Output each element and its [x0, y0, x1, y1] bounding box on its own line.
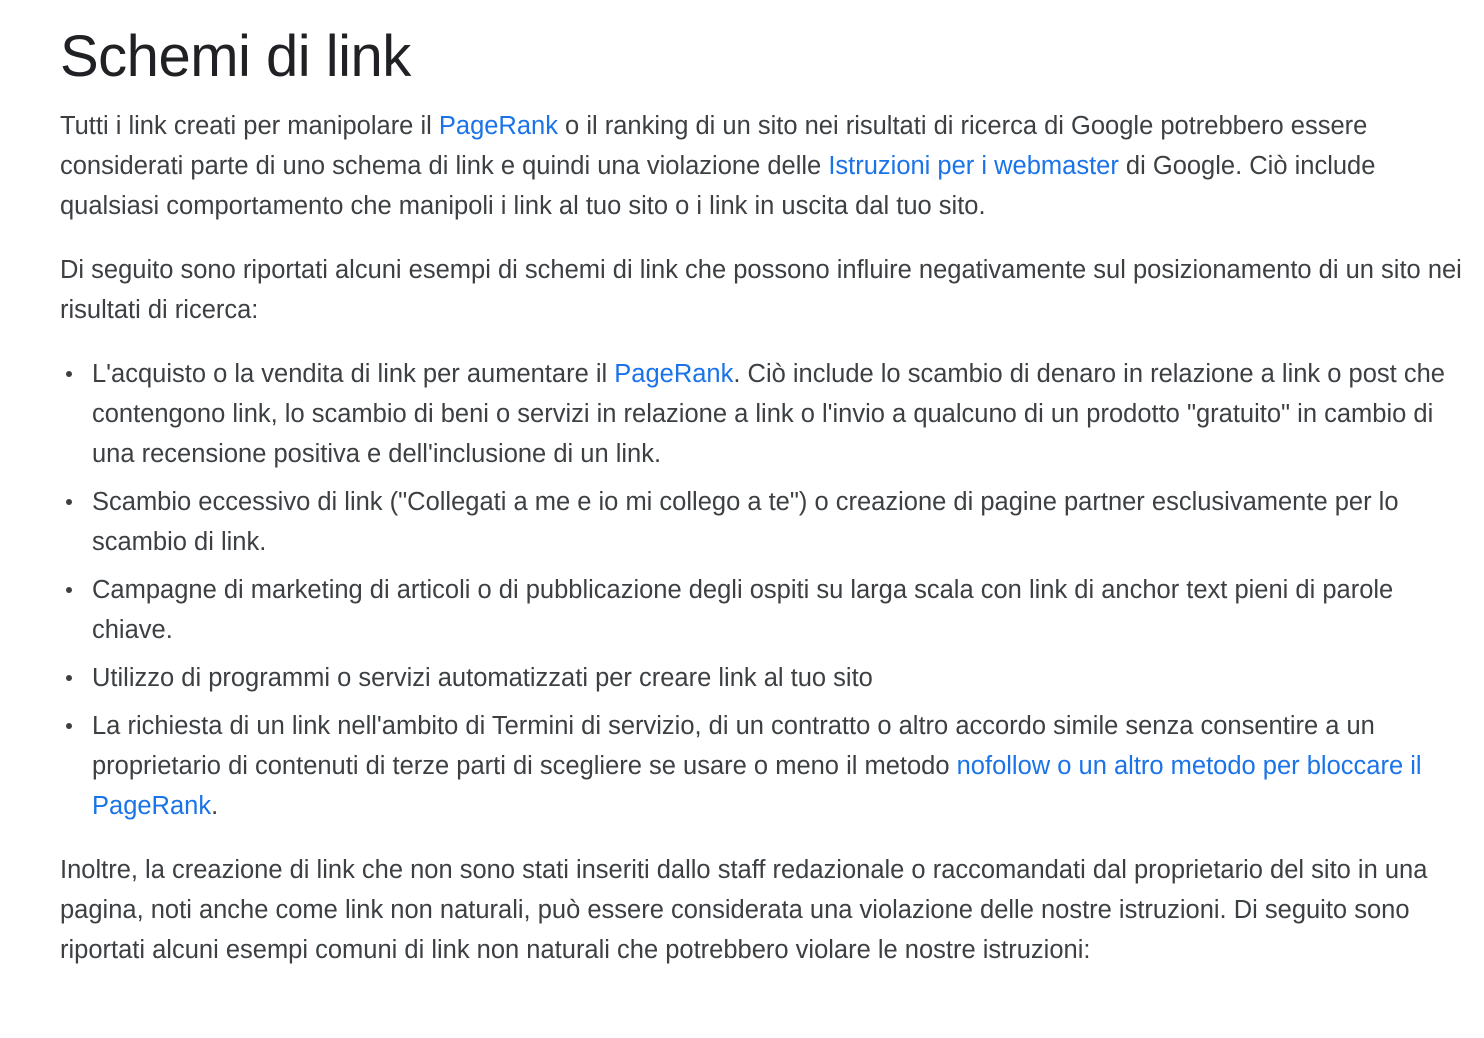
- list-item-text: L'acquisto o la vendita di link per aumentare il: [92, 360, 615, 388]
- list-item: Campagne di marketing di articoli o di pubblicazione degli ospiti su larga scala con link di anchor text pieni di parole chiave.: [60, 570, 1464, 650]
- link-schemes-list: [60, 354, 1464, 826]
- intro-text-1: Tutti i link creati per manipolare il: [60, 112, 439, 140]
- pagerank-link[interactable]: PageRank: [438, 112, 558, 140]
- examples-intro-paragraph: Di seguito sono riportati alcuni esempi di schemi di link che possono influire negativamente sul posizionamento di un sito nei risultati di ricerca:: [60, 256, 1462, 324]
- list-item: [60, 706, 1464, 826]
- list-item: [60, 354, 1464, 474]
- article-content: [60, 0, 1464, 970]
- list-item: Scambio eccessivo di link ("Collegati a me e io mi collego a te") o creazione di pagine partner esclusivamente per lo scambio di link.: [60, 482, 1464, 562]
- list-item: Utilizzo di programmi o servizi automatizzati per creare link al tuo sito: [60, 658, 1464, 698]
- pagerank-link[interactable]: PageRank: [614, 360, 734, 388]
- page-title: Schemi di link: [60, 24, 411, 89]
- nofollow-link[interactable]: nofollow o un altro metodo per bloccare il PageRank: [92, 752, 1422, 820]
- list-item-text: .: [211, 792, 219, 820]
- intro-text-2: o il ranking di un sito nei risultati di ricerca di Google potrebbero essere considerati parte di uno schema di link e quindi una violazione delle: [60, 112, 1368, 180]
- list-item-text: . Ciò include lo scambio di denaro in relazione a link o post che contengono link, lo scambio di beni o servizi in relazione a link o l'invio a qualcuno di un prodotto "gratuito" in cambio di una recensione positiva e dell'inclusione di un link.: [92, 360, 1445, 468]
- list-item-text: La richiesta di un link nell'ambito di Termini di servizio, di un contratto o altro accordo simile senza consentire a un proprietario di contenuti di terze parti di scegliere se usare o meno il metodo: [92, 712, 1375, 780]
- intro-text-3: di Google. Ciò include qualsiasi comportamento che manipoli i link al tuo sito o i link in uscita dal tuo sito.: [60, 152, 1376, 220]
- intro-paragraph: [60, 106, 1464, 226]
- closing-paragraph: Inoltre, la creazione di link che non sono stati inseriti dallo staff redazionale o raccomandati dal proprietario del sito in una pagina, noti anche come link non naturali, può essere considerata una violazione delle nostre istruzioni. Di seguito sono riportati alcuni esempi comuni di link non naturali che potrebbero violare le nostre istruzioni:: [60, 856, 1428, 964]
- webmaster-guidelines-link[interactable]: Istruzioni per i webmaster: [828, 152, 1119, 180]
